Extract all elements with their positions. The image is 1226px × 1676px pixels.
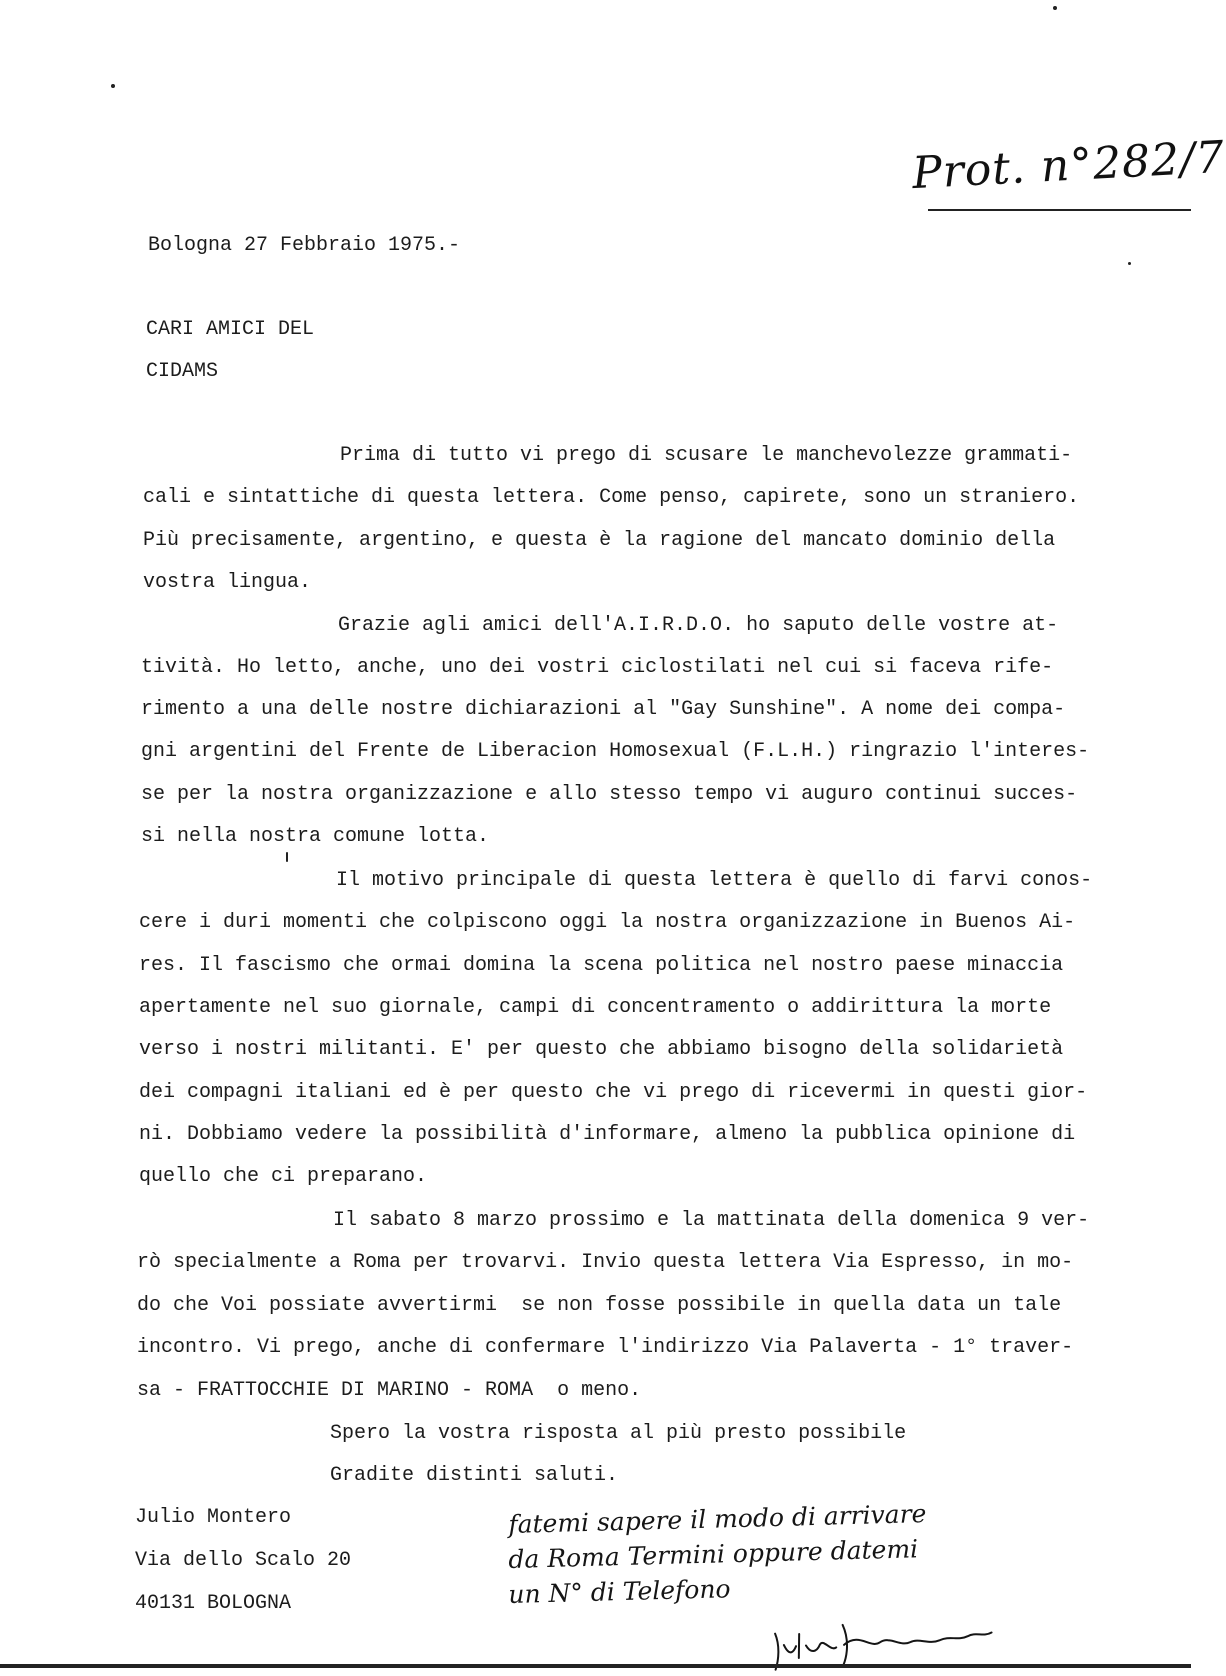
body-line: rò specialmente a Roma per trovarvi. Invio questa lettera Via Espresso, in mo- (137, 1251, 1074, 1274)
paper-speck (286, 852, 288, 862)
sender-city: 40131 BOLOGNA (135, 1592, 292, 1615)
sender-name: Julio Montero (135, 1506, 292, 1529)
body-line: verso i nostri militanti. E' per questo che abbiamo bisogno della solidarietà (139, 1038, 1064, 1061)
bottom-scan-edge (0, 1664, 1191, 1668)
protocol-underline (928, 209, 1191, 211)
body-line: gni argentini del Frente de Liberacion Homosexual (F.L.H.) ringrazio l'interes- (141, 740, 1090, 763)
body-line: si nella nostra comune lotta. (141, 825, 490, 848)
closing-line: Gradite distinti saluti. (330, 1464, 619, 1487)
body-line: do che Voi possiate avvertirmi se non fosse possibile in quella data un tale (137, 1294, 1062, 1317)
body-line: apertamente nel suo giornale, campi di concentramento o addirittura la morte (139, 996, 1052, 1019)
body-line: Grazie agli amici dell'A.I.R.D.O. ho saputo delle vostre at- (338, 614, 1059, 637)
body-line: incontro. Vi prego, anche di confermare l'indirizzo Via Palaverta - 1° traver- (137, 1336, 1074, 1359)
body-line: res. Il fascismo che ormai domina la scena politica nel nostro paese minaccia (139, 954, 1064, 977)
paper-speck (1128, 262, 1131, 265)
body-line: Più precisamente, argentino, e questa è la ragione del mancato dominio della (143, 529, 1056, 552)
sender-street: Via dello Scalo 20 (135, 1549, 352, 1572)
closing-line: Spero la vostra risposta al più presto possibile (330, 1422, 907, 1445)
body-line: rimento a una delle nostre dichiarazioni al "Gay Sunshine". A nome dei compa- (141, 698, 1066, 721)
body-line: cali e sintattiche di questa lettera. Come penso, capirete, sono un straniero. (143, 486, 1080, 509)
salutation-line: CARI AMICI DEL (146, 318, 315, 341)
body-line: Il motivo principale di questa lettera è quello di farvi conos- (336, 869, 1093, 892)
handwritten-note-line: un N° di Telefono (508, 1574, 731, 1609)
salutation-line: CIDAMS (146, 360, 219, 383)
date-line: Bologna 27 Febbraio 1975.- (148, 234, 461, 257)
body-line: se per la nostra organizzazione e allo stesso tempo vi auguro continui succes- (141, 783, 1078, 806)
handwritten-note-line: fatemi sapere il modo di arrivare (508, 1499, 927, 1539)
paper-speck (1053, 6, 1057, 10)
body-line: tività. Ho letto, anche, uno dei vostri ciclostilati nel cui si faceva rife- (141, 656, 1054, 679)
handwritten-note-line: da Roma Termini oppure datemi (508, 1534, 919, 1574)
body-line: ni. Dobbiamo vedere la possibilità d'informare, almeno la pubblica opinione di (139, 1123, 1076, 1146)
body-line: dei compagni italiani ed è per questo che vi prego di ricevermi in questi gior- (139, 1081, 1088, 1104)
paper-speck (111, 84, 115, 88)
body-line: Prima di tutto vi prego di scusare le manchevolezze grammati- (340, 444, 1073, 467)
body-line: vostra lingua. (143, 571, 312, 594)
protocol-note: Prot. n°282/7 (910, 131, 1226, 200)
body-line: Il sabato 8 marzo prossimo e la mattinata della domenica 9 ver- (333, 1209, 1090, 1232)
body-line: quello che ci preparano. (139, 1165, 428, 1188)
body-line: sa - FRATTOCCHIE DI MARINO - ROMA o meno. (137, 1379, 642, 1402)
body-line: cere i duri momenti che colpiscono oggi la nostra organizzazione in Buenos Ai- (139, 911, 1076, 934)
